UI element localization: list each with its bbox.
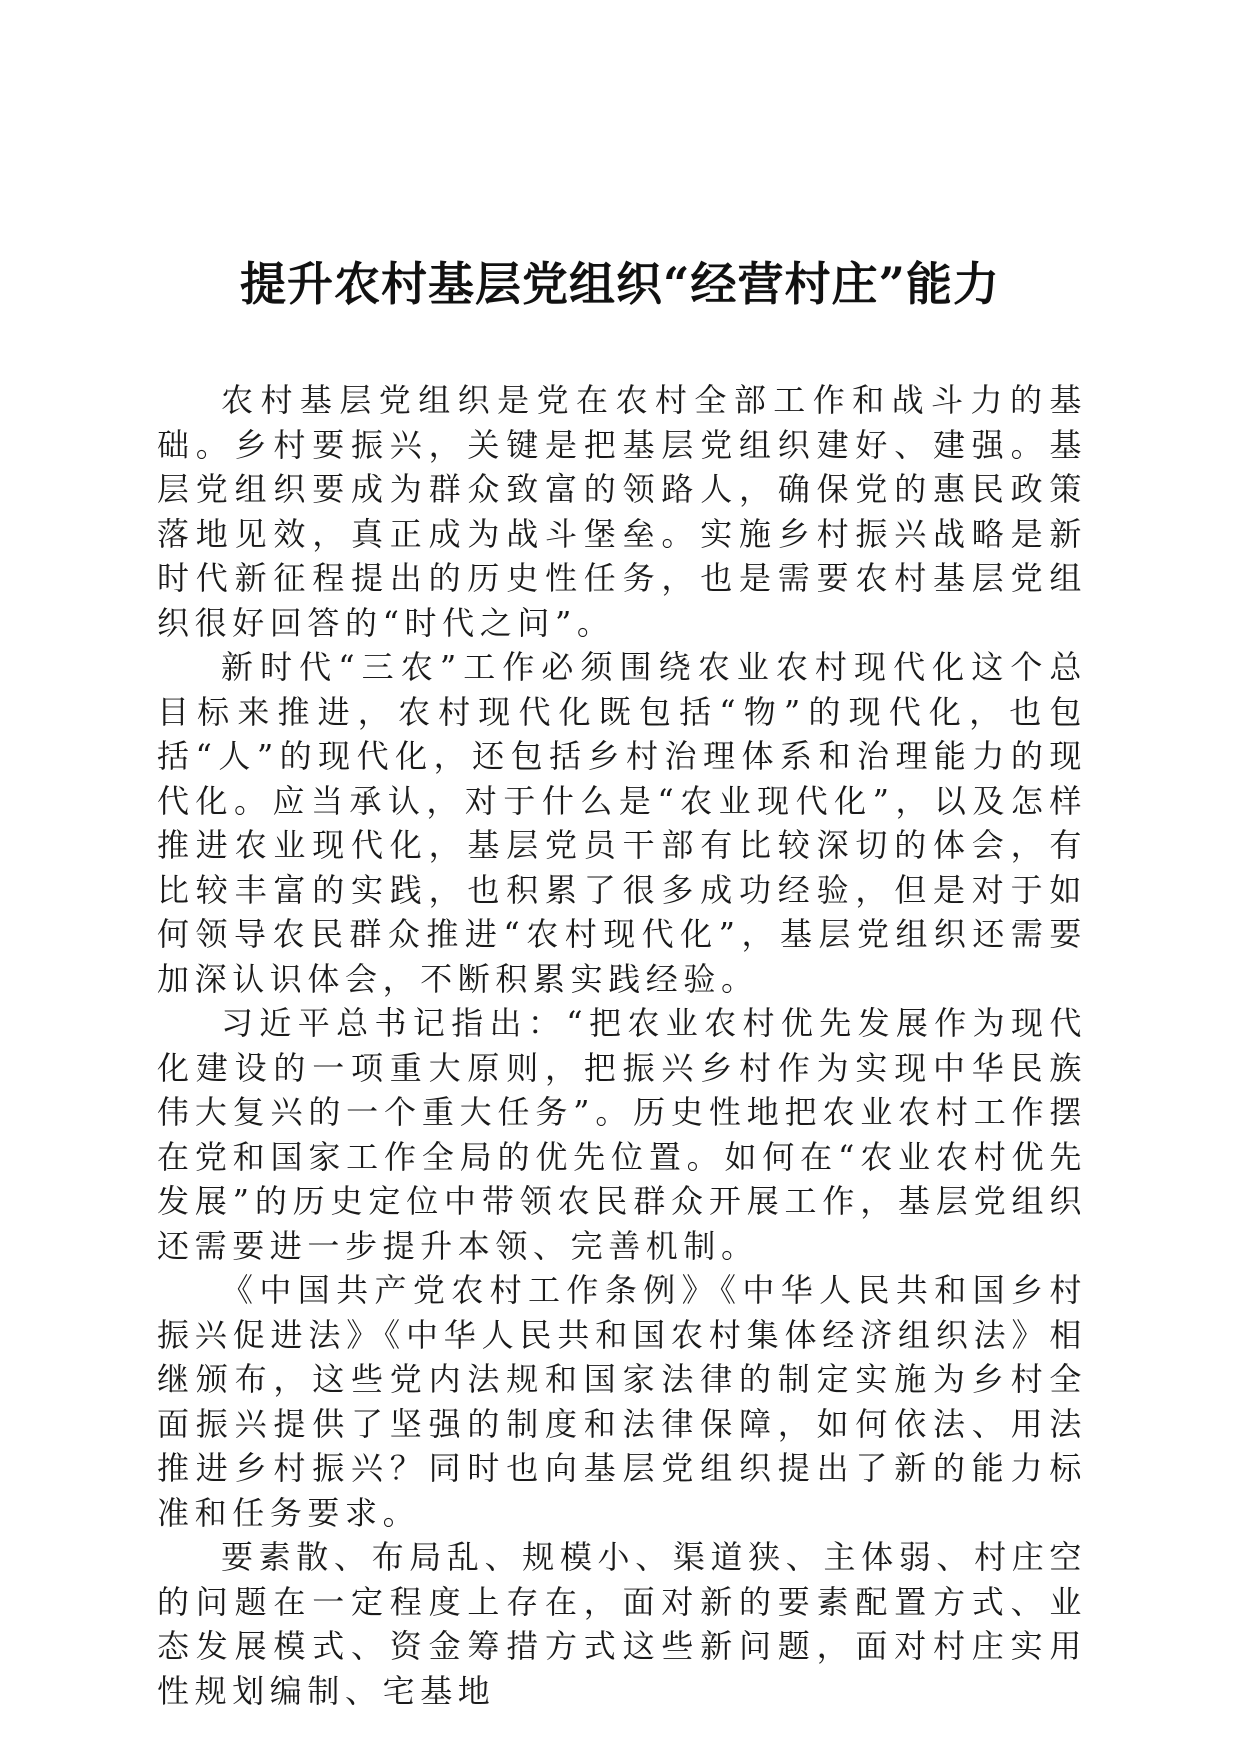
paragraph-5: 要素散、布局乱、规模小、渠道狭、主体弱、村庄空的问题在一定程度上存在，面对新的要素配置方式、业态发展模式、资金筹措方式这些新问题，面对村庄实用性规划编制、宅基地 [157,1538,1087,1710]
paragraph-1: 农村基层党组织是党在农村全部工作和战斗力的基础。乡村要振兴，关键是把基层党组织建好、建强。基层党组织要成为群众致富的领路人，确保党的惠民政策落地见效，真正成为战斗堡垒。实施乡村振兴战略是新时代新征程提出的历史性任务，也是需要农村基层党组织很好回答的“时代之问”。 [157,381,1087,642]
paragraph-4: 《中国共产党农村工作条例》《中华人民共和国乡村振兴促进法》《中华人民共和国农村集体经济组织法》相继颁布，这些党内法规和国家法律的制定实施为乡村全面振兴提供了坚强的制度和法律保障，如何依法、用法推进乡村振兴？同时也向基层党组织提出了新的能力标准和任务要求。 [157,1271,1087,1532]
document-title: 提升农村基层党组织“经营村庄”能力 [240,257,1000,311]
document-body [157,378,1087,1713]
paragraph-2: 新时代“三农”工作必须围绕农业农村现代化这个总目标来推进，农村现代化既包括“物”的现代化，也包括“人”的现代化，还包括乡村治理体系和治理能力的现代化。应当承认，对于什么是“农业现代化”，以及怎样推进农业现代化，基层党员干部有比较深切的体会，有比较丰富的实践，也积累了很多成功经验，但是对于如何领导农民群众推进“农村现代化”，基层党组织还需要加深认识体会，不断积累实践经验。 [157,648,1087,998]
paragraph-3: 习近平总书记指出：“把农业农村优先发展作为现代化建设的一项重大原则，把振兴乡村作为实现中华民族伟大复兴的一个重大任务”。历史性地把农业农村工作摆在党和国家工作全局的优先位置。如何在“农业农村优先发展”的历史定位中带领农民群众开展工作，基层党组织还需要进一步提升本领、完善机制。 [157,1004,1087,1265]
